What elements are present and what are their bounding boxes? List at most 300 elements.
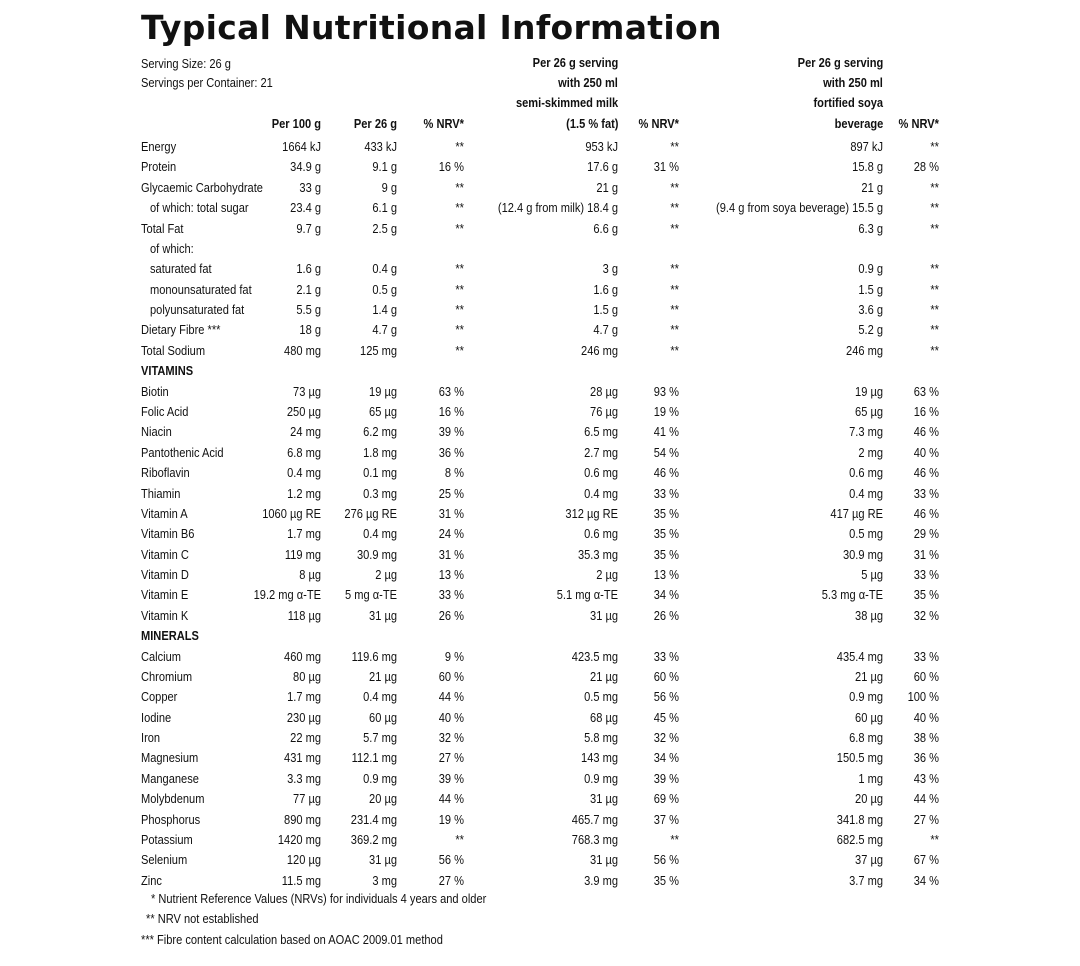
serving-size: Serving Size: 26 g [141,57,231,71]
value-per26: 5.7 mg [363,731,397,745]
value-per26: 231.4 mg [350,812,397,827]
value-nrv1: 26 % [438,608,464,623]
value-nrv1: 60 % [438,669,464,684]
value-nrv1: 27 % [438,873,464,888]
footnote-1: * Nutrient Reference Values (NRVs) for individuals 4 years and older [151,892,487,906]
value-milk: 143 mg [581,751,618,766]
value-nrv3: 40 % [913,710,939,725]
value-per100: 6.8 mg [287,445,321,460]
value-milk: 6.5 mg [584,425,618,440]
nutrient-row [0,585,1080,605]
nutrient-row [0,320,1080,340]
value-nrv3: 46 % [913,466,939,481]
value-per26: 2.5 g [372,221,397,236]
value-per26: 9.1 g [372,160,397,175]
value-soya: 3.7 mg [849,873,883,888]
col-header-nrv-2: % NRV* [638,117,679,131]
nutrient-name: Iodine [141,710,172,725]
value-per100: 1.7 mg [287,690,321,705]
value-nrv2: 34 % [653,588,679,603]
value-nrv1: 31 % [438,547,464,562]
value-nrv1: 8 % [444,466,464,481]
nutrient-name: Total Fat [141,221,184,236]
value-per26: 0.5 g [372,282,397,297]
value-soya: 341.8 mg [836,812,883,827]
value-soya: 1.5 g [858,282,883,297]
value-nrv2: 56 % [653,853,679,868]
value-per100: 73 µg [293,384,321,399]
value-nrv2: 19 % [653,404,679,419]
value-nrv3: ** [930,323,939,338]
value-milk: 246 mg [581,343,618,358]
value-milk: 68 µg [590,710,618,725]
nutrient-name: Chromium [141,669,193,684]
value-nrv3: 44 % [913,792,939,807]
value-per100: 1.2 mg [287,486,321,501]
value-milk: 0.6 mg [584,527,618,542]
value-soya: 1 mg [858,771,883,786]
value-soya: 19 µg [855,384,883,399]
page-title: Typical Nutritional Information [141,8,722,47]
value-per26: 6.1 g [372,201,397,216]
value-nrv2: 41 % [653,425,679,440]
value-per100: 2.1 g [296,282,321,297]
value-milk: 5.8 mg [584,731,618,745]
nutrient-name: Selenium [141,853,188,868]
value-per100: 0.4 mg [287,466,321,481]
nutrient-row [0,219,1080,239]
nutrient-row [0,810,1080,830]
value-milk: 0.9 mg [584,771,618,786]
value-per100: 80 µg [293,669,321,684]
col-header-milk-line4: (1.5 % fat) [565,117,618,131]
value-nrv1: 25 % [438,486,464,501]
value-milk: 465.7 mg [571,812,618,827]
value-nrv2: ** [670,201,679,216]
value-nrv2: ** [670,343,679,358]
value-milk: 1.6 g [593,282,618,297]
value-per100: 19.2 mg α-TE [253,588,321,603]
nutrient-row [0,871,1080,891]
value-per26: 0.1 mg [363,466,397,481]
value-nrv3: 27 % [913,812,939,827]
value-nrv1: 63 % [438,384,464,399]
value-nrv1: 39 % [438,425,464,440]
value-milk: 0.4 mg [584,486,618,501]
value-milk: 1.5 g [593,303,618,317]
nutrient-row [0,402,1080,422]
section-header [0,626,1080,646]
value-nrv3: 33 % [913,486,939,501]
value-per100: 23.4 g [290,201,321,216]
footnote-2: ** NRV not established [146,912,259,926]
nutrient-name: Zinc [141,873,162,888]
value-nrv2: 33 % [653,486,679,501]
value-nrv2: 35 % [653,527,679,542]
value-milk: 3 g [602,262,618,277]
value-nrv3: ** [930,140,939,154]
value-soya: 38 µg [855,608,883,623]
value-per26: 0.3 mg [363,486,397,501]
value-nrv1: 19 % [438,812,464,827]
value-nrv2: 33 % [653,649,679,664]
nutrient-row [0,524,1080,544]
value-soya: 0.5 mg [849,527,883,542]
col-header-soya-line1: Per 26 g serving [797,56,883,70]
value-per26: 0.4 g [372,262,397,277]
value-milk: 21 µg [590,669,618,684]
value-per100: 11.5 mg [281,873,321,888]
value-nrv3: 16 % [913,404,939,419]
nutrient-row [0,300,1080,320]
value-nrv2: ** [670,832,679,847]
nutrient-row [0,259,1080,279]
value-nrv2: 69 % [653,792,679,807]
value-nrv2: 56 % [653,690,679,705]
nutrient-name: Molybdenum [141,792,205,807]
value-per100: 18 g [299,323,321,338]
value-soya: 246 mg [846,343,883,358]
value-soya: 6.8 mg [849,731,883,745]
value-nrv3: 35 % [913,588,939,603]
value-soya: 65 µg [855,404,883,419]
value-nrv3: 46 % [913,425,939,440]
nutrient-name: Vitamin C [141,547,189,562]
value-per100: 1664 kJ [282,140,321,154]
value-nrv1: ** [455,201,464,216]
nutrient-name: Dietary Fibre *** [141,323,221,338]
value-soya: 2 mg [858,445,883,460]
value-soya: 150.5 mg [836,751,883,766]
nutrient-row [0,728,1080,748]
value-milk: 768.3 mg [571,832,618,847]
value-per100: 1.7 mg [287,527,321,542]
nutrient-name: Copper [141,690,178,705]
value-per100: 230 µg [286,710,321,725]
value-soya: 37 µg [855,853,883,868]
value-milk: 21 g [596,180,618,195]
value-nrv2: 35 % [653,873,679,888]
value-nrv2: 26 % [653,608,679,623]
value-nrv3: ** [930,180,939,195]
value-soya: 5 µg [861,568,883,582]
section-title: VITAMINS [141,364,194,379]
value-nrv2: 32 % [653,731,679,745]
value-per100: 24 mg [290,425,321,440]
nutrient-row [0,606,1080,626]
value-per100: 1.6 g [296,262,321,277]
value-per26: 2 µg [375,568,397,582]
nutrient-name: Pantothenic Acid [141,445,224,460]
col-header-per100: Per 100 g [271,117,321,131]
value-nrv1: 40 % [438,710,464,725]
value-soya: 21 µg [855,669,883,684]
value-nrv1: 16 % [438,160,464,175]
value-nrv2: 31 % [653,160,679,175]
value-per100: 480 mg [284,343,321,358]
value-nrv1: 9 % [444,649,464,664]
value-nrv1: ** [455,140,464,154]
value-milk: 2 µg [596,568,618,582]
value-nrv1: ** [455,282,464,297]
value-soya: 0.6 mg [849,466,883,481]
value-per26: 30.9 mg [356,547,397,562]
value-nrv2: 39 % [653,771,679,786]
value-nrv1: 32 % [438,731,464,745]
col-header-soya-line2: with 250 ml [823,76,883,90]
nutrient-row [0,137,1080,157]
value-nrv2: 37 % [653,812,679,827]
value-nrv3: 67 % [913,853,939,868]
value-nrv3: 33 % [913,568,939,582]
value-nrv3: 28 % [913,160,939,175]
value-per100: 9.7 g [296,221,321,236]
col-header-milk-line1: Per 26 g serving [532,56,618,70]
nutrient-row [0,463,1080,483]
nutrient-name: Vitamin B6 [141,527,195,542]
value-nrv3: 100 % [907,690,939,705]
nutrient-name: Manganese [141,771,199,786]
value-per100: 120 µg [286,853,321,868]
value-milk: 5.1 mg α-TE [556,588,618,603]
value-nrv3: ** [930,303,939,317]
value-nrv3: ** [930,221,939,236]
value-nrv1: 33 % [438,588,464,603]
col-header-milk-line3: semi-skimmed milk [515,96,618,110]
value-soya: 682.5 mg [836,832,883,847]
value-per26: 119.6 mg [351,649,397,664]
value-per26: 125 mg [360,343,397,358]
value-nrv3: 40 % [913,445,939,460]
value-per26: 0.4 mg [363,690,397,705]
nutrient-row [0,504,1080,524]
nutrient-row [0,382,1080,402]
value-nrv2: 35 % [653,506,679,521]
value-nrv2: ** [670,282,679,297]
value-per26: 19 µg [369,384,397,399]
value-nrv1: 13 % [438,568,464,582]
value-soya: 0.9 g [858,262,883,277]
nutrient-row [0,341,1080,361]
value-soya: 3.6 g [858,303,883,317]
nutrient-name: Vitamin A [141,506,188,521]
value-per26: 21 µg [369,669,397,684]
value-per100: 8 µg [299,568,321,582]
value-nrv2: ** [670,180,679,195]
value-nrv3: ** [930,262,939,277]
value-nrv3: 43 % [913,771,939,786]
value-soya: 5.3 mg α-TE [821,588,883,603]
value-per100: 119 mg [284,547,321,562]
nutrient-row [0,830,1080,850]
value-nrv1: ** [455,323,464,338]
value-nrv3: 38 % [913,731,939,745]
value-per26: 369.2 mg [350,832,397,847]
col-header-nrv-1: % NRV* [423,117,464,131]
value-soya: 60 µg [855,710,883,725]
value-soya: 435.4 mg [836,649,883,664]
value-per100: 34.9 g [290,160,321,175]
value-nrv2: 46 % [653,466,679,481]
nutrient-name: of which: total sugar [150,201,249,216]
nutrient-name: monounsaturated fat [150,282,252,297]
value-milk: 423.5 mg [571,649,618,664]
nutrient-row [0,484,1080,504]
nutrient-name: Calcium [141,649,182,664]
value-soya: 21 g [861,180,883,195]
value-milk: 0.6 mg [584,466,618,481]
nutrient-row [0,850,1080,870]
value-per100: 1420 mg [277,832,321,847]
nutrient-row [0,280,1080,300]
nutrient-name: Total Sodium [141,343,206,358]
value-soya: 897 kJ [850,140,883,154]
value-nrv1: 31 % [438,506,464,521]
value-nrv3: 63 % [913,384,939,399]
value-nrv2: 35 % [653,547,679,562]
nutrient-row [0,545,1080,565]
nutrient-row [0,708,1080,728]
value-nrv3: 29 % [913,527,939,542]
value-per100: 250 µg [286,404,321,419]
nutrient-row [0,769,1080,789]
value-nrv1: 27 % [438,751,464,766]
col-header-nrv-3: % NRV* [898,117,939,131]
value-milk: 4.7 g [593,323,618,338]
nutrient-row [0,748,1080,768]
value-nrv2: 45 % [653,710,679,725]
col-header-soya-line3: fortified soya [813,96,883,110]
value-nrv1: ** [455,303,464,317]
value-per26: 4.7 g [372,323,397,338]
nutrient-name: Folic Acid [141,404,189,419]
value-nrv3: 36 % [913,751,939,766]
value-milk: 953 kJ [585,140,618,154]
value-per26: 112.1 mg [351,751,397,766]
value-soya: 20 µg [855,792,883,807]
value-nrv2: 13 % [653,568,679,582]
value-per100: 460 mg [284,649,321,664]
footnote-3: *** Fibre content calculation based on AOAC 2009.01 method [141,933,443,947]
nutrient-name: Iron [141,731,161,745]
nutrient-name: saturated fat [150,262,212,277]
nutrient-name: polyunsaturated fat [150,303,245,317]
value-nrv1: 36 % [438,445,464,460]
value-milk: 0.5 mg [584,690,618,705]
value-soya: 6.3 g [858,221,883,236]
nutrient-name: Vitamin D [141,568,189,582]
section-title: MINERALS [141,629,199,644]
section-header [0,361,1080,381]
value-per26: 65 µg [369,404,397,419]
value-per26: 31 µg [369,608,397,623]
col-header-milk-line2: with 250 ml [558,76,618,90]
value-milk: 6.6 g [593,221,618,236]
nutrient-name: Potassium [141,832,193,847]
value-nrv3: 60 % [913,669,939,684]
value-soya: 15.8 g [852,160,883,175]
nutrient-name: Biotin [141,384,169,399]
col-header-per26: Per 26 g [353,117,397,131]
value-nrv2: ** [670,140,679,154]
value-milk: 76 µg [590,404,618,419]
value-nrv2: ** [670,221,679,236]
nutrient-name: Thiamin [141,486,181,501]
nutrient-row [0,667,1080,687]
value-nrv2: ** [670,323,679,338]
value-per26: 1.8 mg [363,445,397,460]
value-nrv2: 93 % [653,384,679,399]
value-per100: 22 mg [290,731,321,745]
value-per26: 20 µg [369,792,397,807]
nutrient-name: Vitamin E [141,588,189,603]
value-soya: 0.9 mg [849,690,883,705]
value-milk: 31 µg [590,792,618,807]
value-soya: 30.9 mg [842,547,883,562]
value-per26: 9 g [381,180,397,195]
value-milk: 3.9 mg [584,873,618,888]
value-soya: 7.3 mg [849,425,883,440]
value-nrv1: ** [455,343,464,358]
value-nrv3: 33 % [913,649,939,664]
value-nrv2: 60 % [653,669,679,684]
value-nrv1: 16 % [438,404,464,419]
value-nrv3: ** [930,201,939,216]
value-nrv1: 56 % [438,853,464,868]
nutrient-row [0,443,1080,463]
value-milk: 312 µg RE [565,506,618,521]
value-nrv3: 32 % [913,608,939,623]
value-soya: 5.2 g [858,323,883,338]
value-milk: 17.6 g [587,160,618,175]
nutrient-row [0,687,1080,707]
value-soya: (9.4 g from soya beverage) 15.5 g [716,201,883,216]
nutrient-row [0,789,1080,809]
value-nrv3: 31 % [913,547,939,562]
value-nrv1: ** [455,832,464,847]
nutrient-name: Vitamin K [141,608,189,623]
value-per100: 5.5 g [296,303,321,317]
value-nrv3: ** [930,832,939,847]
value-per26: 5 mg α-TE [345,588,397,603]
value-nrv2: ** [670,303,679,317]
nutrient-row [0,178,1080,198]
value-milk: 2.7 mg [584,445,618,460]
value-milk: 31 µg [590,608,618,623]
value-nrv1: ** [455,221,464,236]
value-nrv1: 44 % [438,792,464,807]
value-per100: 890 mg [284,812,321,827]
value-per26: 433 kJ [364,140,397,154]
value-per26: 3 mg [372,873,397,888]
value-nrv3: 34 % [913,873,939,888]
value-per26: 0.4 mg [363,527,397,542]
value-per26: 6.2 mg [363,425,397,440]
value-milk: 28 µg [590,384,618,399]
value-soya: 0.4 mg [849,486,883,501]
value-soya: 417 µg RE [830,506,883,521]
nutrient-name: of which: [150,241,194,256]
value-per26: 0.9 mg [363,771,397,786]
value-milk: 35.3 mg [577,547,618,562]
value-per100: 118 µg [287,608,321,623]
value-per26: 31 µg [369,853,397,868]
nutrient-name: Energy [141,140,177,154]
value-nrv1: 24 % [438,527,464,542]
value-per26: 60 µg [369,710,397,725]
value-milk: 31 µg [590,853,618,868]
value-nrv2: ** [670,262,679,277]
